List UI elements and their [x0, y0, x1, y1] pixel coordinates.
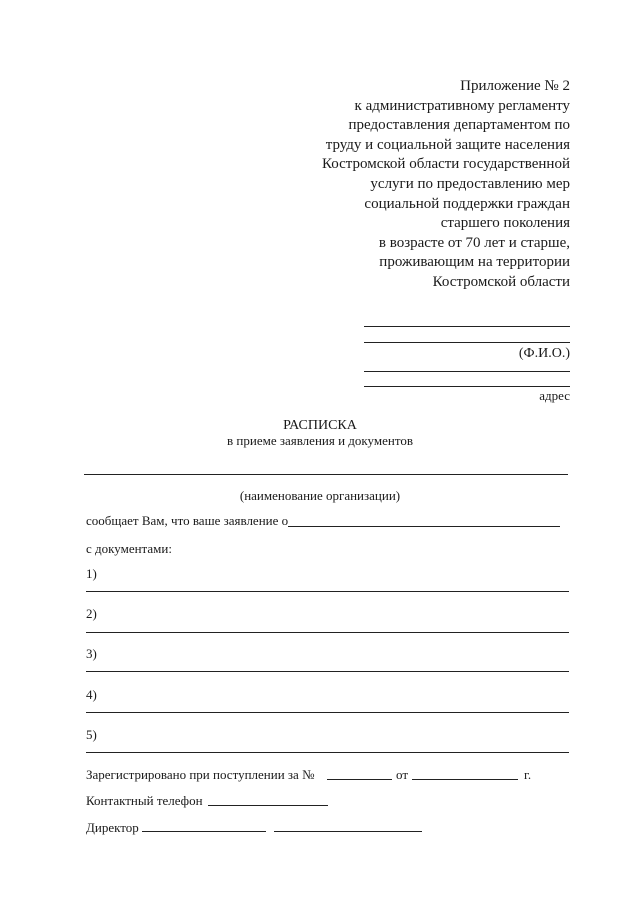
header-line: Костромской области: [432, 273, 570, 290]
phone-line[interactable]: [208, 805, 328, 806]
registration-date-line[interactable]: [412, 779, 518, 780]
statement-text: сообщает Вам, что ваше заявление о: [86, 513, 289, 528]
header-line: к административному регламенту: [354, 97, 570, 114]
header-line: старшего поколения: [440, 215, 570, 232]
address-label: адрес: [539, 388, 570, 403]
document-subtitle: в приеме заявления и документов: [227, 433, 413, 448]
header-line: социальной поддержки граждан: [364, 195, 570, 212]
documents-label: с документами:: [86, 541, 172, 556]
director-signature-line[interactable]: [142, 831, 266, 832]
document-item-line[interactable]: [86, 591, 569, 592]
header-line: услуги по предоставлению мер: [370, 175, 570, 192]
phone-label: Контактный телефон: [86, 793, 203, 808]
document-item-number: 3): [86, 646, 97, 661]
registration-number-line[interactable]: [327, 779, 392, 780]
header-line: в возрасте от 70 лет и старше,: [378, 234, 570, 251]
document-item-line[interactable]: [86, 712, 569, 713]
statement-line[interactable]: [288, 526, 560, 527]
registration-from-text: от: [396, 767, 409, 782]
document-title: РАСПИСКА: [283, 418, 357, 433]
registration-text: Зарегистрировано при поступлении за №: [86, 767, 315, 782]
director-name-line[interactable]: [274, 831, 422, 832]
document-item-number: 1): [86, 566, 97, 581]
fio-label: (Ф.И.О.): [518, 346, 570, 361]
year-suffix: г.: [524, 767, 532, 782]
fio-line-1[interactable]: [364, 326, 570, 327]
document-item-number: 2): [86, 606, 97, 621]
header-line: Приложение № 2: [460, 78, 570, 94]
fio-line-2[interactable]: [364, 342, 570, 343]
address-line-1[interactable]: [364, 371, 570, 372]
header-line: проживающим на территории: [379, 254, 570, 271]
document-item-number: 4): [86, 687, 97, 702]
header-line: предоставления департаментом по: [348, 117, 570, 134]
organization-line[interactable]: [84, 474, 568, 475]
organization-label: (наименование организации): [239, 488, 401, 503]
address-line-2[interactable]: [364, 386, 570, 387]
header-line: Костромской области государственной: [322, 156, 570, 173]
document-item-number: 5): [86, 727, 97, 742]
document-item-line[interactable]: [86, 671, 569, 672]
document-item-line[interactable]: [86, 752, 569, 753]
appendix-header: [270, 77, 570, 293]
document-item-line[interactable]: [86, 632, 569, 633]
header-line: труду и социальной защите населения: [325, 136, 570, 153]
director-label: Директор: [86, 820, 139, 835]
